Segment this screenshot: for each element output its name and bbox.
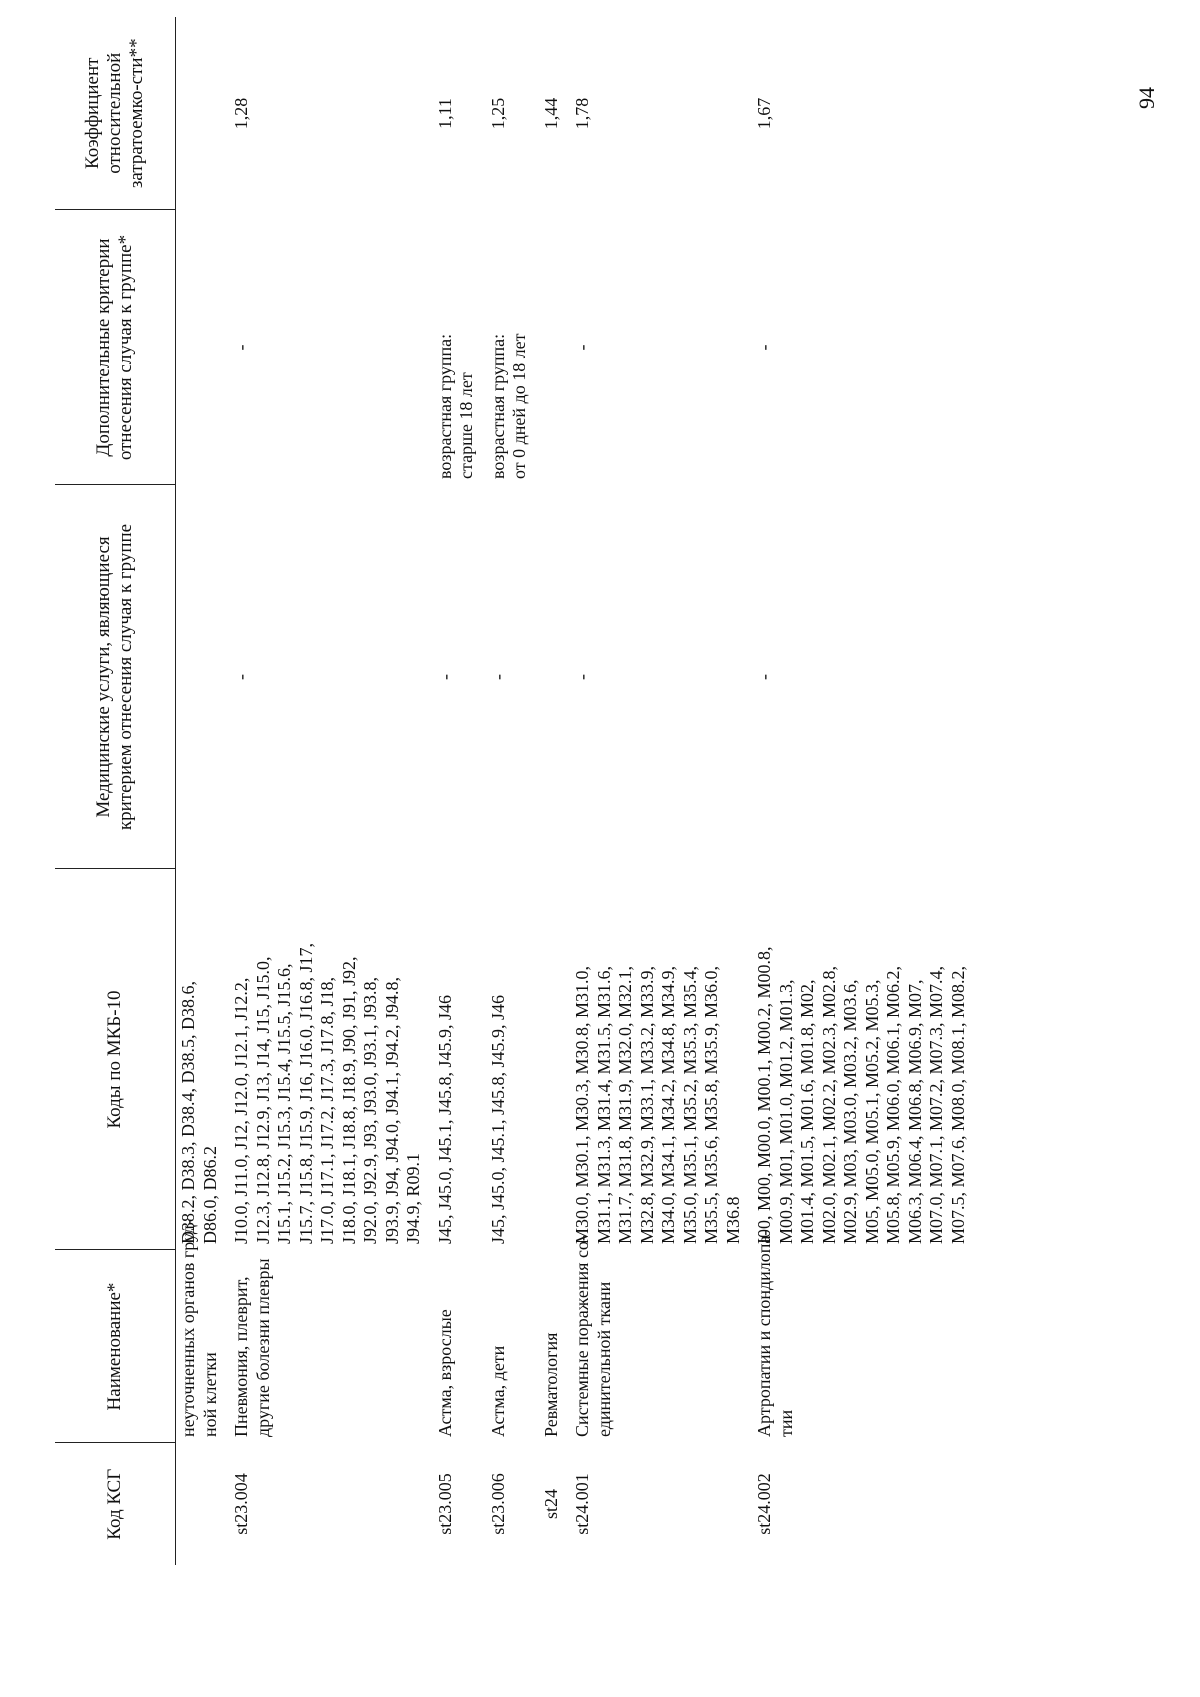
table-row [752,17,977,1565]
icd-line: M30.0, M30.1, M30.3, M30.8, M31.0, [572,965,592,1244]
icd-line: J45, J45.0, J45.1, J45.8, J45.9, J46 [434,994,455,1244]
criteria-cell [176,210,230,485]
coefficient-cell [752,17,977,210]
icd-line: M07.5, M07.6, M08.0, M08.1, M08.2, [947,965,968,1244]
icd-line: M01.4, M01.5, M01.6, M01.8, M02, [797,979,817,1244]
ksg-code-cell [433,1443,486,1565]
table-row [433,17,486,1565]
name-line: неуточненных органов груд- [178,1218,198,1437]
services-cell [176,485,230,869]
name-line: Артропатии и спондилопа- [754,1229,774,1437]
icd-line: M02.0, M02.1, M02.2, M02.3, M02.8, [818,965,839,1244]
icd-codes-cell [486,869,539,1250]
name-line: ной клетки [199,1352,220,1437]
name-cell [176,1218,230,1443]
code-value: st24.001 [572,1473,592,1535]
ksg-code-cell [539,1443,571,1565]
criteria-line: возрастная группа: [487,333,508,479]
icd-line: M00.9, M01, M01.0, M01.2, M01.3, [775,979,796,1244]
name-line: Астма, дети [487,1345,508,1437]
icd-codes-cell [539,869,571,1250]
services-cell [570,485,752,869]
header-coefficient: Коэффициент относительной затратоемко-сти** [55,17,176,210]
icd-line: M31.7, M31.8, M31.9, M32.0, M32.1, [615,965,635,1244]
name-cell [229,1250,433,1443]
icd-line: M05, M05.0, M05.1, M05.2, M05.3, [861,979,882,1244]
services-cell [539,485,571,869]
icd-codes-cell [570,869,752,1250]
name-cell [486,1250,539,1443]
criteria-cell [486,210,539,485]
icd-codes-cell [229,869,433,1250]
header-ksg-code: Код КСГ [55,1443,176,1565]
services-value: - [231,674,251,680]
coef-value: 1,25 [487,97,508,130]
icd-line: J15.7, J15.8, J15.9, J16, J16.0, J16.8, J17, [295,942,316,1244]
services-cell [229,485,433,869]
table-row [229,17,433,1565]
icd-line: J17.0, J17.1, J17.2, J17.3, J17.8, J18, [317,976,337,1244]
header-icd-codes: Коды по МКБ-10 [55,869,176,1250]
criteria-line: от 0 дней до 18 лет [509,333,529,479]
services-value: - [487,674,508,680]
name-line: Ревматология [540,1332,561,1437]
name-line: единительной ткани [593,1281,614,1437]
coefficient-cell [486,17,539,210]
code-value: st23.004 [231,1473,251,1535]
icd-line: J93.9, J94, J94.0, J94.1, J94.2, J94.8, [381,976,402,1244]
coef-value: 1,28 [231,97,251,130]
icd-line: M06.3, M06.4, M06.8, M06.9, M07, [904,979,925,1244]
name-line: Пневмония, плеврит, [231,1276,251,1437]
ksg-code-cell [229,1443,433,1565]
coefficient-cell [433,17,486,210]
name-cell [433,1250,486,1443]
services-value: - [754,674,774,680]
header-additional-criteria: Дополнительные критерии отнесения случая к группе* [55,210,176,485]
code-value: st23.005 [434,1473,455,1535]
services-cell [486,485,539,869]
criteria-cell [229,210,433,485]
icd-line: I00, M00, M00.0, M00.1, M00.2, M00.8, [754,946,774,1244]
coefficient-cell [570,17,752,210]
icd-line: D86.0, D86.2 [199,1146,220,1244]
icd-line: M35.0, M35.1, M35.2, M35.3, M35.4, [679,965,700,1244]
icd-line: M36.8 [722,1196,743,1244]
criteria-line: возрастная группа: [434,333,455,479]
services-value: - [572,674,592,680]
icd-line: J18.0, J18.1, J18.8, J18.9, J90, J91, J92, [338,956,359,1244]
icd-line: M31.1, M31.3, M31.4, M31.5, M31.6, [593,965,614,1244]
criteria-line: - [231,344,251,351]
ksg-code-cell [752,1443,977,1565]
icd-line: J92.0, J92.9, J93, J93.0, J93.1, J93.8, [360,976,380,1244]
page-number: 94 [1134,87,1159,109]
name-cell [539,1250,571,1443]
name-cell [752,1229,977,1443]
ksg-code-cell [176,1443,230,1565]
code-value: st23.006 [487,1473,508,1535]
coefficient-cell [176,17,230,210]
icd-line: J12.3, J12.8, J12.9, J13, J14, J15, J15.0, [252,956,273,1244]
icd-codes-cell [433,869,486,1250]
table-body [176,17,978,1565]
table-row [486,17,539,1565]
coef-value: 1,44 [540,97,561,130]
code-value: st24.002 [754,1473,774,1535]
criteria-cell [570,210,752,485]
table-row [176,17,230,1565]
header-name: Наименование* [55,1250,176,1443]
criteria-cell [752,210,977,485]
icd-line: M05.8, M05.9, M06.0, M06.1, M06.2, [883,965,903,1244]
criteria-cell [433,210,486,485]
icd-codes-cell [176,869,230,1250]
coef-value: 1,67 [754,97,774,130]
icd-line: M07.0, M07.1, M07.2, M07.3, M07.4, [926,965,946,1244]
icd-line: M35.5, M35.6, M35.8, M35.9, M36.0, [701,965,721,1244]
ksg-code-cell [486,1443,539,1565]
icd-line: J15.1, J15.2, J15.3, J15.4, J15.5, J15.6, [274,963,294,1244]
table-row [570,17,752,1565]
coef-value: 1,78 [572,97,592,130]
icd-codes-cell [752,869,977,1250]
icd-line: M34.0, M34.1, M34.2, M34.8, M34.9, [658,965,678,1244]
services-value: - [434,674,455,680]
criteria-cell [539,210,571,485]
header-row [55,17,176,1565]
name-line: другие болезни плевры [252,1258,273,1437]
name-line: Астма, взрослые [434,1309,455,1437]
header-medical-services: Медицинские услуги, являющиеся критерием отнесения случая к группе [55,485,176,869]
services-cell [433,485,486,869]
criteria-line: - [572,344,592,351]
code-value: st24 [540,1489,561,1520]
criteria-line: - [754,344,774,351]
coef-value: 1,11 [434,98,455,129]
criteria-line: старше 18 лет [456,372,476,479]
services-cell [752,485,977,869]
icd-line: M32.8, M32.9, M33.1, M33.2, M33.9, [636,965,657,1244]
name-line: тии [775,1409,796,1437]
icd-line: J45, J45.0, J45.1, J45.8, J45.9, J46 [487,994,508,1244]
icd-line: M02.9, M03, M03.0, M03.2, M03.6, [840,979,860,1244]
ksg-table [55,17,977,1565]
icd-line: J94.9, R09.1 [403,1152,423,1244]
coefficient-cell [539,17,571,210]
name-cell [570,1235,752,1443]
icd-line: J10.0, J11.0, J12, J12.0, J12.1, J12.2, [231,977,251,1244]
icd-line: D38.2, D38.3, D38.4, D38.5, D38.6, [178,981,198,1244]
name-line: Системные поражения со- [572,1235,592,1437]
table-row [539,17,571,1565]
ksg-code-cell [570,1443,752,1565]
coefficient-cell [229,17,433,210]
